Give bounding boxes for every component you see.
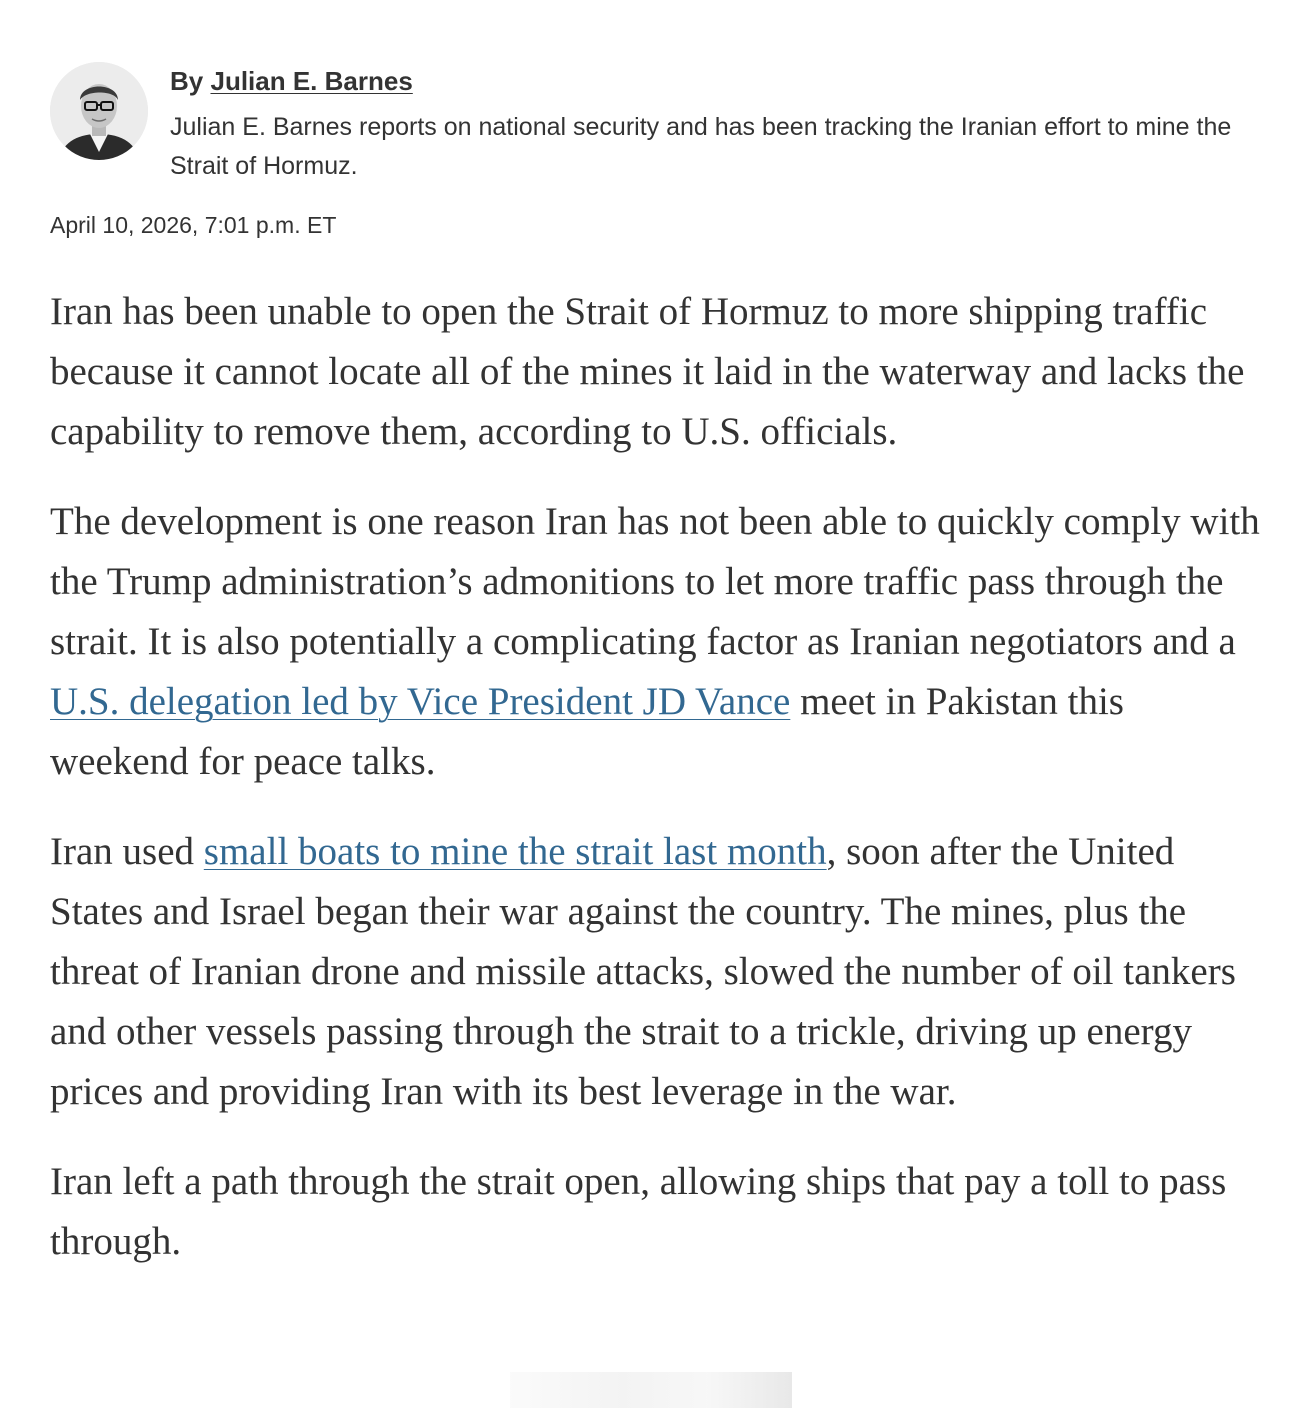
- article: [50, 0, 1260, 1263]
- paragraph-3-text-before: Iran used: [50, 830, 204, 873]
- paragraph-3: [50, 822, 1265, 1122]
- paragraph-2: [50, 492, 1265, 792]
- author-portrait-icon[interactable]: [50, 62, 148, 160]
- author-name-link[interactable]: Julian E. Barnes: [210, 66, 413, 96]
- publish-timestamp: April 10, 2026, 7:01 p.m. ET: [50, 212, 337, 238]
- article-body: [50, 282, 1265, 1302]
- scroll-fade-overlay: [510, 1372, 792, 1408]
- byline: [170, 64, 413, 98]
- paragraph-2-text-before: The development is one reason Iran has not been able to quickly comply with the Trump administration’s admonitions to let more traffic pass through the strait. It is also potentially a complicating factor as Iranian negotiators and a: [50, 500, 1260, 663]
- vance-delegation-link[interactable]: U.S. delegation led by Vice President JD Vance: [50, 680, 791, 723]
- author-bio: Julian E. Barnes reports on national security and has been tracking the Iranian effort to mine the Strait of Hormuz.: [170, 113, 1232, 180]
- paragraph-1: Iran has been unable to open the Strait of Hormuz to more shipping traffic because it cannot locate all of the mines it laid in the waterway and lacks the capability to remove them, according to U.S. officials.: [50, 290, 1245, 453]
- paragraph-3-text-after: , soon after the United States and Israel began their war against the country. The mines, plus the threat of Iranian drone and missile attacks, slowed the number of oil tankers and other vessels passing through the strait to a trickle, driving up energy prices and providing Iran with its best leverage in the war.: [50, 830, 1236, 1113]
- paragraph-2-text-after: meet in Pakistan this weekend for peace talks.: [50, 680, 1124, 783]
- paragraph-4: Iran left a path through the strait open, allowing ships that pay a toll to pass through.: [50, 1160, 1227, 1263]
- mining-story-link[interactable]: small boats to mine the strait last month: [203, 830, 827, 873]
- byline-block: [50, 0, 1260, 238]
- byline-prefix: By: [170, 66, 204, 96]
